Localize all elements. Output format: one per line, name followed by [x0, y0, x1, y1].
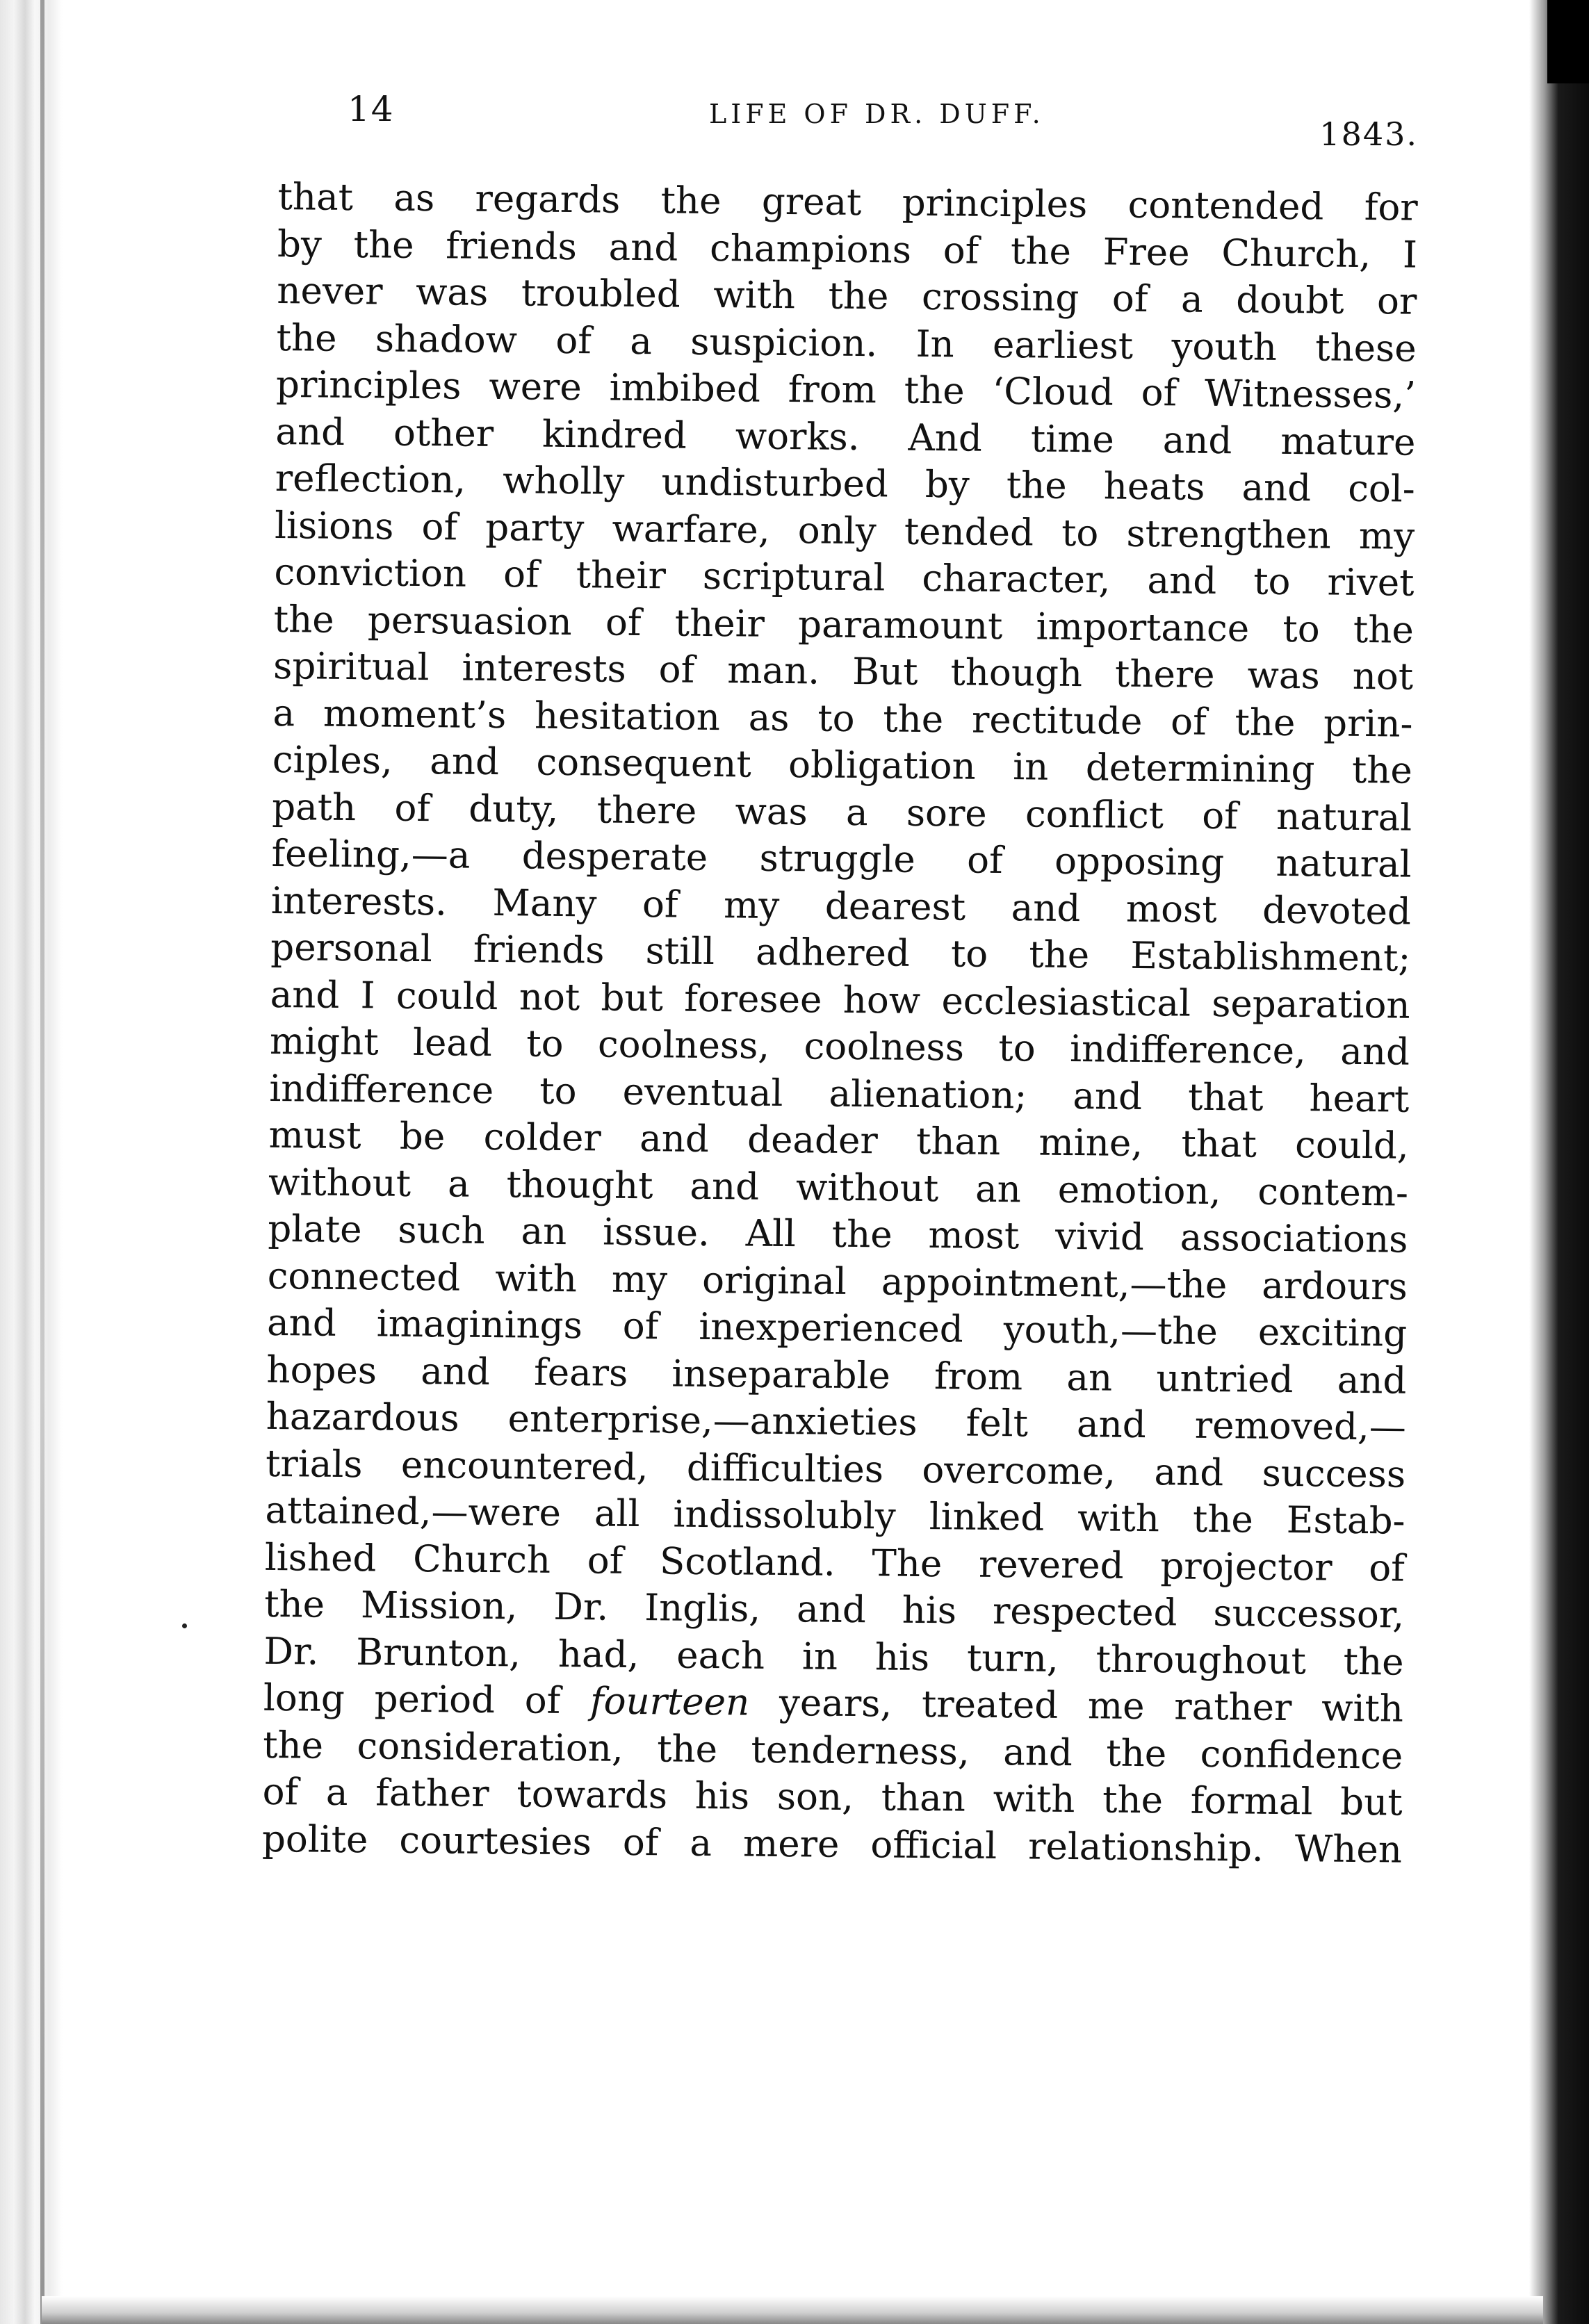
text-line: attained,—were all indissolubly linked with the Estab- — [265, 1489, 1405, 1543]
text-line: must be colder and deader than mine, that could, — [268, 1113, 1409, 1168]
text-line: trials encountered, difficulties overcome, and success — [265, 1442, 1406, 1496]
text-line: and I could not but foresee how ecclesiastical separation — [270, 973, 1410, 1027]
text-line: never was troubled with the crossing of a doubt or — [277, 269, 1417, 323]
text-line: might lead to coolness, coolness to indifference, and — [269, 1020, 1410, 1074]
text-line: spiritual interests of man. But though there was not — [272, 644, 1414, 698]
text-line: lished Church of Scotland. The revered projector of — [264, 1536, 1405, 1590]
header-year: 1843. — [1319, 115, 1418, 153]
text-line: the consideration, the tenderness, and the confidence — [263, 1724, 1403, 1778]
page-bottom-shadow — [42, 2296, 1543, 2324]
text-line: a moment’s hesitation as to the rectitude of the prin- — [272, 692, 1413, 746]
text-line: hazardous enterprise,—anxieties felt and removed,— — [266, 1395, 1407, 1449]
text-line: ciples, and consequent obligation in determining the — [272, 738, 1413, 792]
italic-word: fourteen — [589, 1680, 750, 1724]
text-line: path of duty, there was a sore conflict of natural — [271, 785, 1412, 840]
text-line: connected with my original appointment,—the ardours — [267, 1254, 1408, 1309]
text-line: of a father towards his son, than with the formal but — [262, 1770, 1403, 1824]
text-line: and imaginings of inexperienced youth,—the exciting — [266, 1301, 1408, 1355]
text-line: hopes and fears inseparable from an untried and — [266, 1348, 1407, 1402]
text-line: Dr. Brunton, had, each in his turn, throughout the — [263, 1630, 1404, 1684]
text-line: indifference to eventual alienation; and that heart — [269, 1067, 1410, 1121]
text-line: polite courtesies of a mere official relationship. When — [261, 1817, 1403, 1872]
text-line: reflection, wholly undisturbed by the heats and col- — [275, 457, 1416, 511]
text-line: the shadow of a suspicion. In earliest youth these — [276, 316, 1417, 370]
page-edge-corner — [1547, 0, 1589, 83]
text-line: the Mission, Dr. Inglis, and his respected successor, — [263, 1582, 1405, 1637]
running-title: LIFE OF DR. DUFF. — [709, 99, 1045, 129]
text-line: by the friends and champions of the Free Church, I — [277, 222, 1418, 277]
stray-ink-dot — [182, 1623, 187, 1628]
text-line: the persuasion of their paramount importance to the — [273, 598, 1415, 652]
text-line: and other kindred works. And time and mature — [275, 410, 1416, 464]
text-line: that as regards the great principles contended for — [277, 175, 1418, 229]
text-segment: years, treated me rather with — [749, 1681, 1404, 1730]
text-line: principles were imbibed from the ‘Cloud of Witnesses,’ — [275, 363, 1417, 417]
text-line: interests. Many of my dearest and most devoted — [270, 879, 1412, 933]
text-line: conviction of their scriptural character, and to rivet — [274, 550, 1415, 605]
body-text — [262, 174, 1418, 1874]
text-segment: long period of — [263, 1676, 591, 1723]
binding-edge-line — [40, 0, 44, 2324]
text-line: lisions of party warfare, only tended to strengthen my — [274, 504, 1415, 558]
text-line: feeling,—a desperate struggle of opposing natural — [271, 832, 1412, 886]
page-edge-shadow — [1529, 0, 1589, 2324]
binding-shadow — [0, 0, 63, 2324]
text-line: without a thought and without an emotion, contem- — [268, 1161, 1409, 1215]
text-line: personal friends still adhered to the Establishment; — [270, 926, 1411, 980]
text-line: plate such an issue. All the most vivid associations — [268, 1207, 1408, 1261]
running-header — [327, 89, 1418, 152]
page-number: 14 — [348, 89, 395, 129]
